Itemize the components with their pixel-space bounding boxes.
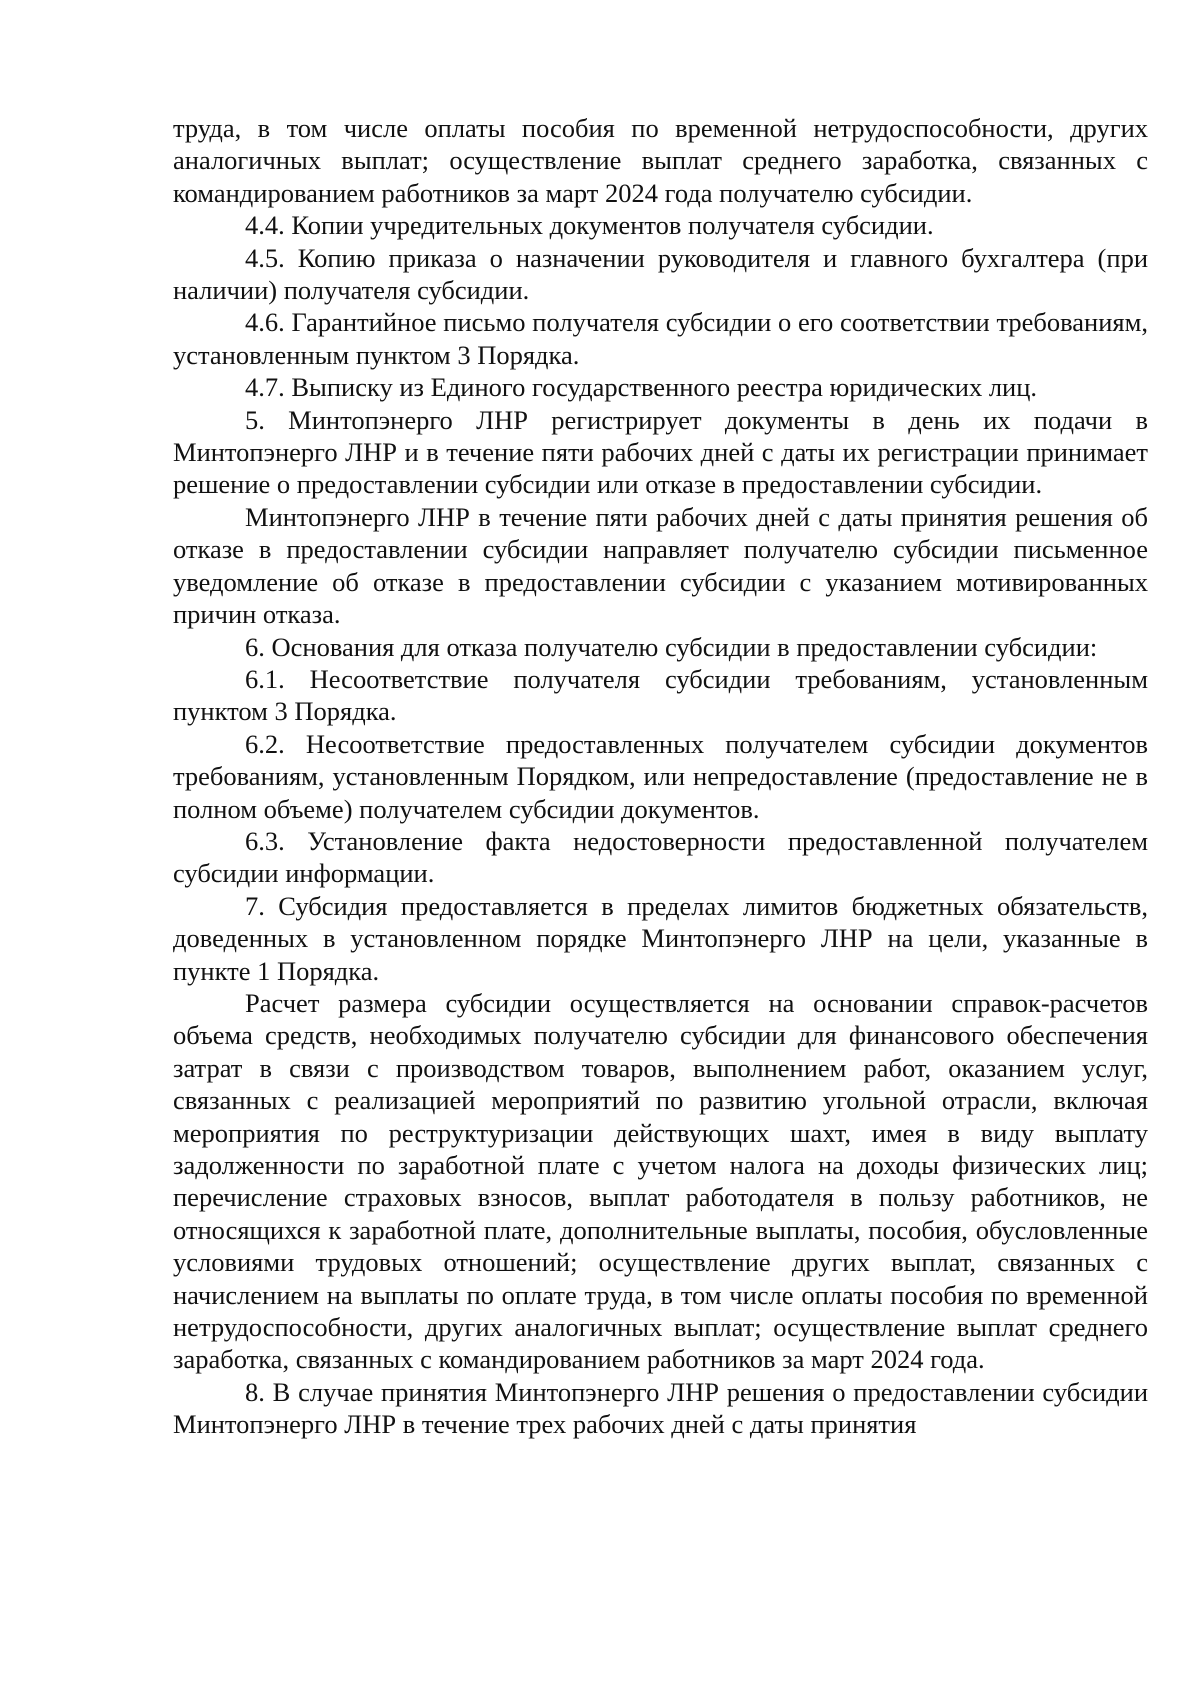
- paragraph-6-3: 6.3. Установление факта недостоверности предоставленной получателем субсидии информации.: [173, 825, 1148, 889]
- paragraph-6-1: 6.1. Несоответствие получателя субсидии требованиям, установленным пунктом 3 Порядка.: [173, 663, 1148, 727]
- paragraph-5: 5. Минтопэнерго ЛНР регистрирует документы в день их подачи в Минтопэнерго ЛНР и в течение пяти рабочих дней с даты их регистрации принимает решение о предоставлении субсидии или отказе в предоставлении субсидии.: [173, 404, 1148, 500]
- paragraph-6-2: 6.2. Несоответствие предоставленных получателем субсидии документов требованиям, установленным Порядком, или непредоставление (предоставление не в полном объеме) получателем субсидии документов.: [173, 728, 1148, 824]
- paragraph-4-7: 4.7. Выписку из Единого государственного реестра юридических лиц.: [245, 372, 1038, 403]
- paragraph-5-refusal-notice: Минтопэнерго ЛНР в течение пяти рабочих дней с даты принятия решения об отказе в предоставлении субсидии направляет получателю субсидии письменное уведомление об отказе в предоставлении субсидии с указанием мотивированных причин отказа.: [173, 501, 1148, 630]
- paragraph-8: 8. В случае принятия Минтопэнерго ЛНР решения о предоставлении субсидии Минтопэнерго ЛНР в течение трех рабочих дней с даты принятия: [173, 1376, 1148, 1440]
- paragraph-6: 6. Основания для отказа получателю субсидии в предоставлении субсидии:: [245, 631, 1098, 662]
- paragraph-7-calculation: Расчет размера субсидии осуществляется на основании справок-расчетов объема средств, необходимых получателю субсидии для финансового обеспечения затрат в связи с производством товаров, выполнением работ, оказанием услуг, связанных с реализацией мероприятий по развитию угольной отрасли, включая мероприятия по реструктуризации действующих шахт, имея в виду выплату задолженности по заработной плате с учетом налога на доходы физических лиц; перечисление страховых взносов, выплат работодателя в пользу работников, не относящихся к заработной плате, дополнительные выплаты, пособия, обусловленные условиями трудовых отношений; осуществление других выплат, связанных с начислением на выплаты по оплате труда, в том числе оплаты пособия по временной нетрудоспособности, других аналогичных выплат; осуществление выплат среднего заработка, связанных с командированием работников за март 2024 года.: [173, 987, 1148, 1375]
- document-body: [173, 112, 1148, 1441]
- paragraph-7: 7. Субсидия предоставляется в пределах лимитов бюджетных обязательств, доведенных в установленном порядке Минтопэнерго ЛНР на цели, указанные в пункте 1 Порядка.: [173, 890, 1148, 986]
- paragraph-4-6: 4.6. Гарантийное письмо получателя субсидии о его соответствии требованиям, установленным пунктом 3 Порядка.: [173, 307, 1148, 370]
- paragraph-4-5: 4.5. Копию приказа о назначении руководителя и главного бухгалтера (при наличии) получателя субсидии.: [173, 242, 1148, 306]
- paragraph-continuation: труда, в том числе оплаты пособия по временной нетрудоспособности, других аналогичных выплат; осуществление выплат среднего заработка, связанных с командированием работников за март 2024 года получателю субсидии.: [173, 113, 1148, 208]
- paragraph-4-4: 4.4. Копии учредительных документов получателя субсидии.: [245, 210, 934, 241]
